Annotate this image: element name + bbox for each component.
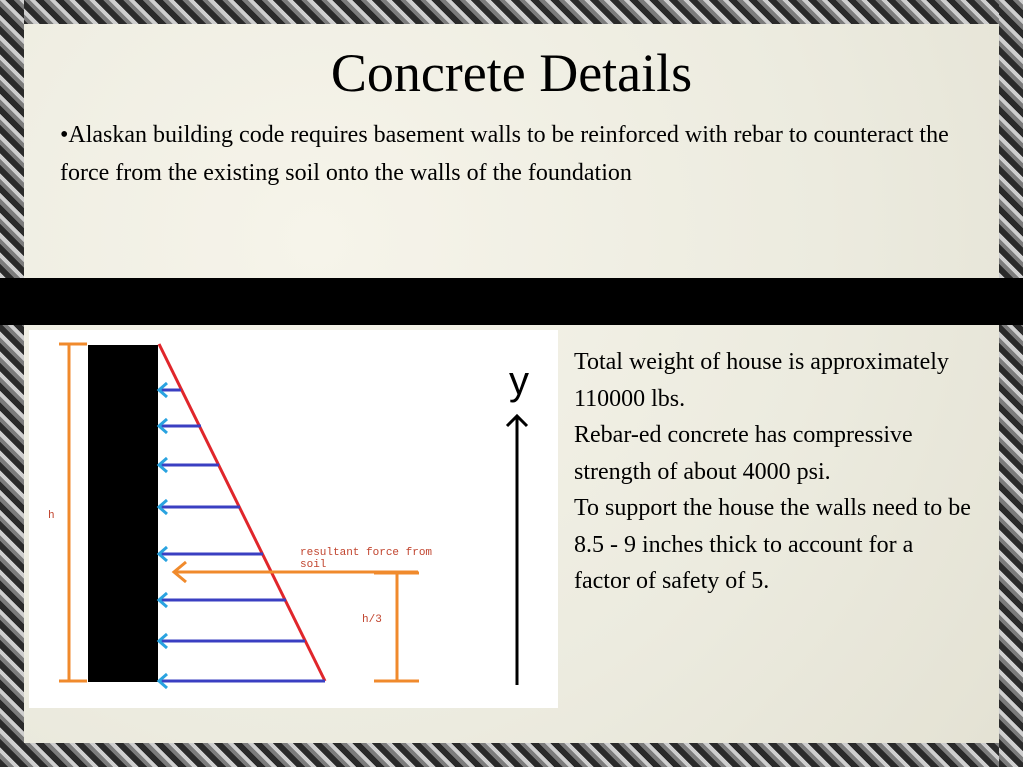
side-text — [574, 344, 974, 600]
foundation-wall — [88, 345, 158, 682]
h3-dimension — [374, 573, 419, 681]
label-y: y — [509, 359, 529, 403]
slide-title: Concrete Details — [330, 43, 693, 103]
frame-border-bottom — [0, 743, 1023, 767]
soil-load-arrows — [159, 383, 325, 688]
label-h3: h/3 — [362, 614, 382, 626]
label-resultant-line1: resultant force from — [300, 547, 433, 559]
side-text-weight: Total weight of house is approximately 110000 lbs. — [574, 349, 949, 412]
height-dimension — [59, 344, 87, 681]
pressure-distribution-line — [159, 344, 325, 681]
frame-border-left — [0, 0, 24, 767]
diagram-svg — [29, 330, 558, 708]
soil-pressure-diagram — [29, 330, 558, 708]
frame-border-top — [0, 0, 1023, 24]
side-text-strength: Rebar-ed concrete has compressive strength of about 4000 psi. — [574, 422, 913, 485]
label-h: h — [48, 510, 55, 522]
bullet-text: •Alaskan building code requires basement walls to be reinforced with rebar to counteract the force from the existing soil onto the walls of the foundation — [60, 122, 949, 186]
frame-border-right — [999, 0, 1023, 767]
y-axis-arrow — [507, 416, 527, 685]
black-band — [0, 278, 1023, 325]
side-text-thickness: To support the house the walls need to be 8.5 - 9 inches thick to account for a factor of safety of 5. — [574, 495, 971, 594]
label-resultant-line2: soil — [300, 559, 327, 571]
